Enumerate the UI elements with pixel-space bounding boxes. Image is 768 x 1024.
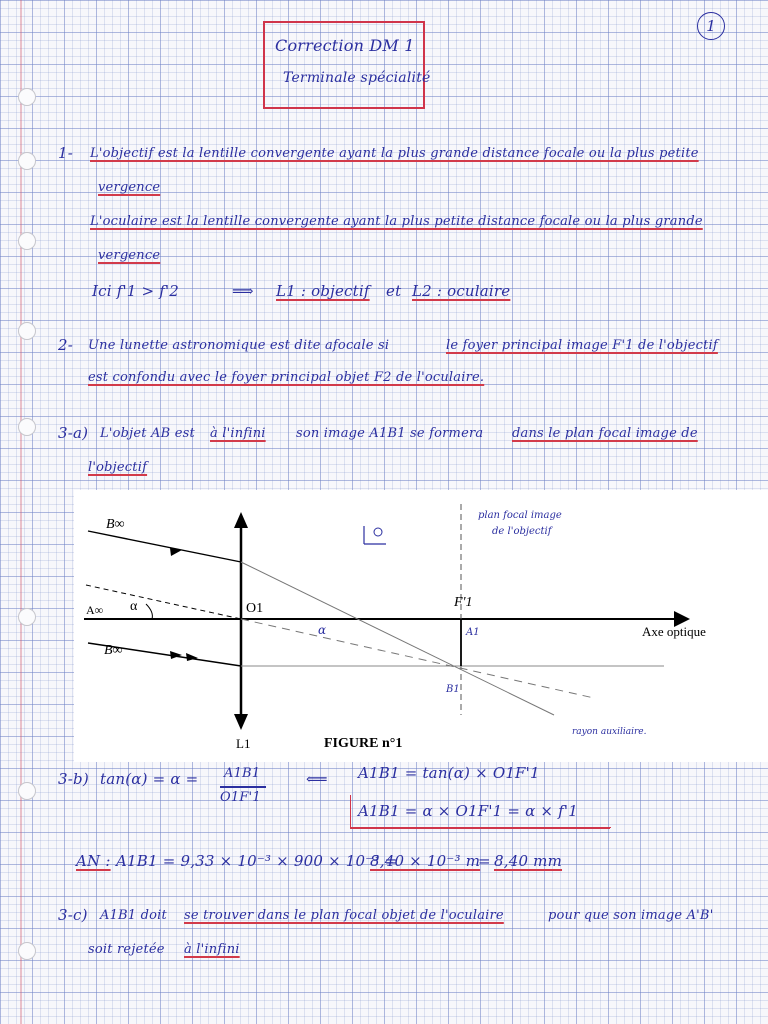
q3b-eq1: tan(α) = α = <box>100 770 199 788</box>
ray-bottom-arrow-1 <box>170 651 182 659</box>
binder-hole <box>18 322 36 340</box>
figure-caption: FIGURE n°1 <box>324 736 403 751</box>
note-plan-2: de l'objectif <box>492 526 552 537</box>
q3c-line-1b: se trouver dans le plan focal objet de l'oculaire <box>184 908 504 923</box>
title-box <box>263 21 425 109</box>
note-aux: rayon auxiliaire. <box>572 727 647 737</box>
q3a-label: 3-a) <box>58 424 89 442</box>
binder-hole <box>18 232 36 250</box>
label-alpha: α <box>130 599 138 614</box>
label-a1: A1 <box>466 627 480 638</box>
q3a-line-1c: son image A1B1 se formera <box>296 426 484 441</box>
an-result-2: 8,40 mm <box>494 852 563 870</box>
q3a-line-1a: L'objet AB est <box>100 426 195 441</box>
angle-arc <box>146 604 152 619</box>
label-l1: L1 <box>236 736 251 751</box>
result-underline <box>350 827 610 829</box>
q3b-eq2: A1B1 = tan(α) × O1F'1 <box>358 764 540 782</box>
q1-eyepiece: L2 : oculaire <box>412 282 511 300</box>
q3c-label: 3-c) <box>58 906 88 924</box>
q1-implies: ⟹ <box>232 282 254 300</box>
q3c-line-1c: pour que son image A'B' <box>548 908 714 923</box>
label-b1: B1 <box>446 684 460 695</box>
q2-label: 2- <box>58 336 74 354</box>
ray-top <box>88 531 241 562</box>
binder-hole <box>18 152 36 170</box>
lens-arrow-bottom <box>234 714 248 730</box>
title-line-2: Terminale spécialité <box>283 70 431 86</box>
an-result-1: 8,40 × 10⁻³ m <box>370 852 481 870</box>
q1-line-2b: vergence <box>98 248 161 263</box>
label-o1: O1 <box>246 601 264 616</box>
q1-line-1b: vergence <box>98 180 161 195</box>
note-plan-1: plan focal image <box>478 510 562 521</box>
q3a-line-2: l'objectif <box>88 460 148 475</box>
q3a-line-1d: dans le plan focal image de <box>512 426 698 441</box>
binder-hole <box>18 942 36 960</box>
binder-hole <box>18 88 36 106</box>
an-equals: = <box>478 852 491 870</box>
q3b-frac-den: O1F'1 <box>220 790 261 805</box>
label-b-bottom: B∞ <box>104 643 123 658</box>
q3a-line-1b: à l'infini <box>210 426 266 441</box>
figure-optics <box>74 490 768 762</box>
q2-line-1b: le foyer principal image F'1 de l'objectif <box>446 338 718 353</box>
label-axis: Axe optique <box>642 624 706 639</box>
label-a-start: A∞ <box>86 603 104 617</box>
q3b-arrow: ⟸ <box>306 770 328 788</box>
q1-line-2: L'oculaire est la lentille convergente ayant la plus petite distance focale ou la plus grande <box>90 214 703 229</box>
ray-auxiliary <box>241 619 594 698</box>
q3c-line-1a: A1B1 doit <box>100 908 167 923</box>
page-number: 1 <box>697 12 725 40</box>
binder-hole <box>18 608 36 626</box>
q3b-label: 3-b) <box>58 770 89 788</box>
lens-arrow-top <box>234 512 248 528</box>
q1-and: et <box>386 282 402 300</box>
an-expression: A1B1 = 9,33 × 10⁻³ × 900 × 10⁻³ = <box>116 852 398 870</box>
q3b-frac-num: A1B1 <box>224 766 261 781</box>
ray-angle-ref <box>86 585 241 619</box>
q2-line-2: est confondu avec le foyer principal objet F2 de l'oculaire. <box>88 370 485 385</box>
q3c-line-2a: soit rejetée <box>88 942 165 957</box>
fraction-bar <box>220 786 266 788</box>
title-line-1: Correction DM 1 <box>275 36 415 55</box>
label-b-top: B∞ <box>106 517 125 532</box>
ray-top-refracted <box>241 562 554 715</box>
q1-line-1: L'objectif est la lentille convergente ayant la plus grande distance focale ou la plus petite <box>90 146 699 161</box>
q1-inequality: Ici f'1 > f'2 <box>92 282 180 300</box>
label-alpha-2: α <box>318 623 327 637</box>
optics-diagram <box>74 490 768 762</box>
q3c-line-2b: à l'infini <box>184 942 240 957</box>
binder-hole <box>18 782 36 800</box>
q2-line-1a: Une lunette astronomique est dite afocale si <box>88 338 390 353</box>
q1-objective: L1 : objectif <box>276 282 370 300</box>
axes-icon <box>364 526 386 544</box>
label-f1: F'1 <box>454 595 473 610</box>
q1-label: 1- <box>58 144 74 162</box>
binder-hole <box>18 418 36 436</box>
q3b-eq3: A1B1 = α × O1F'1 = α × f'1 <box>358 802 578 820</box>
an-label: AN : <box>76 852 111 870</box>
